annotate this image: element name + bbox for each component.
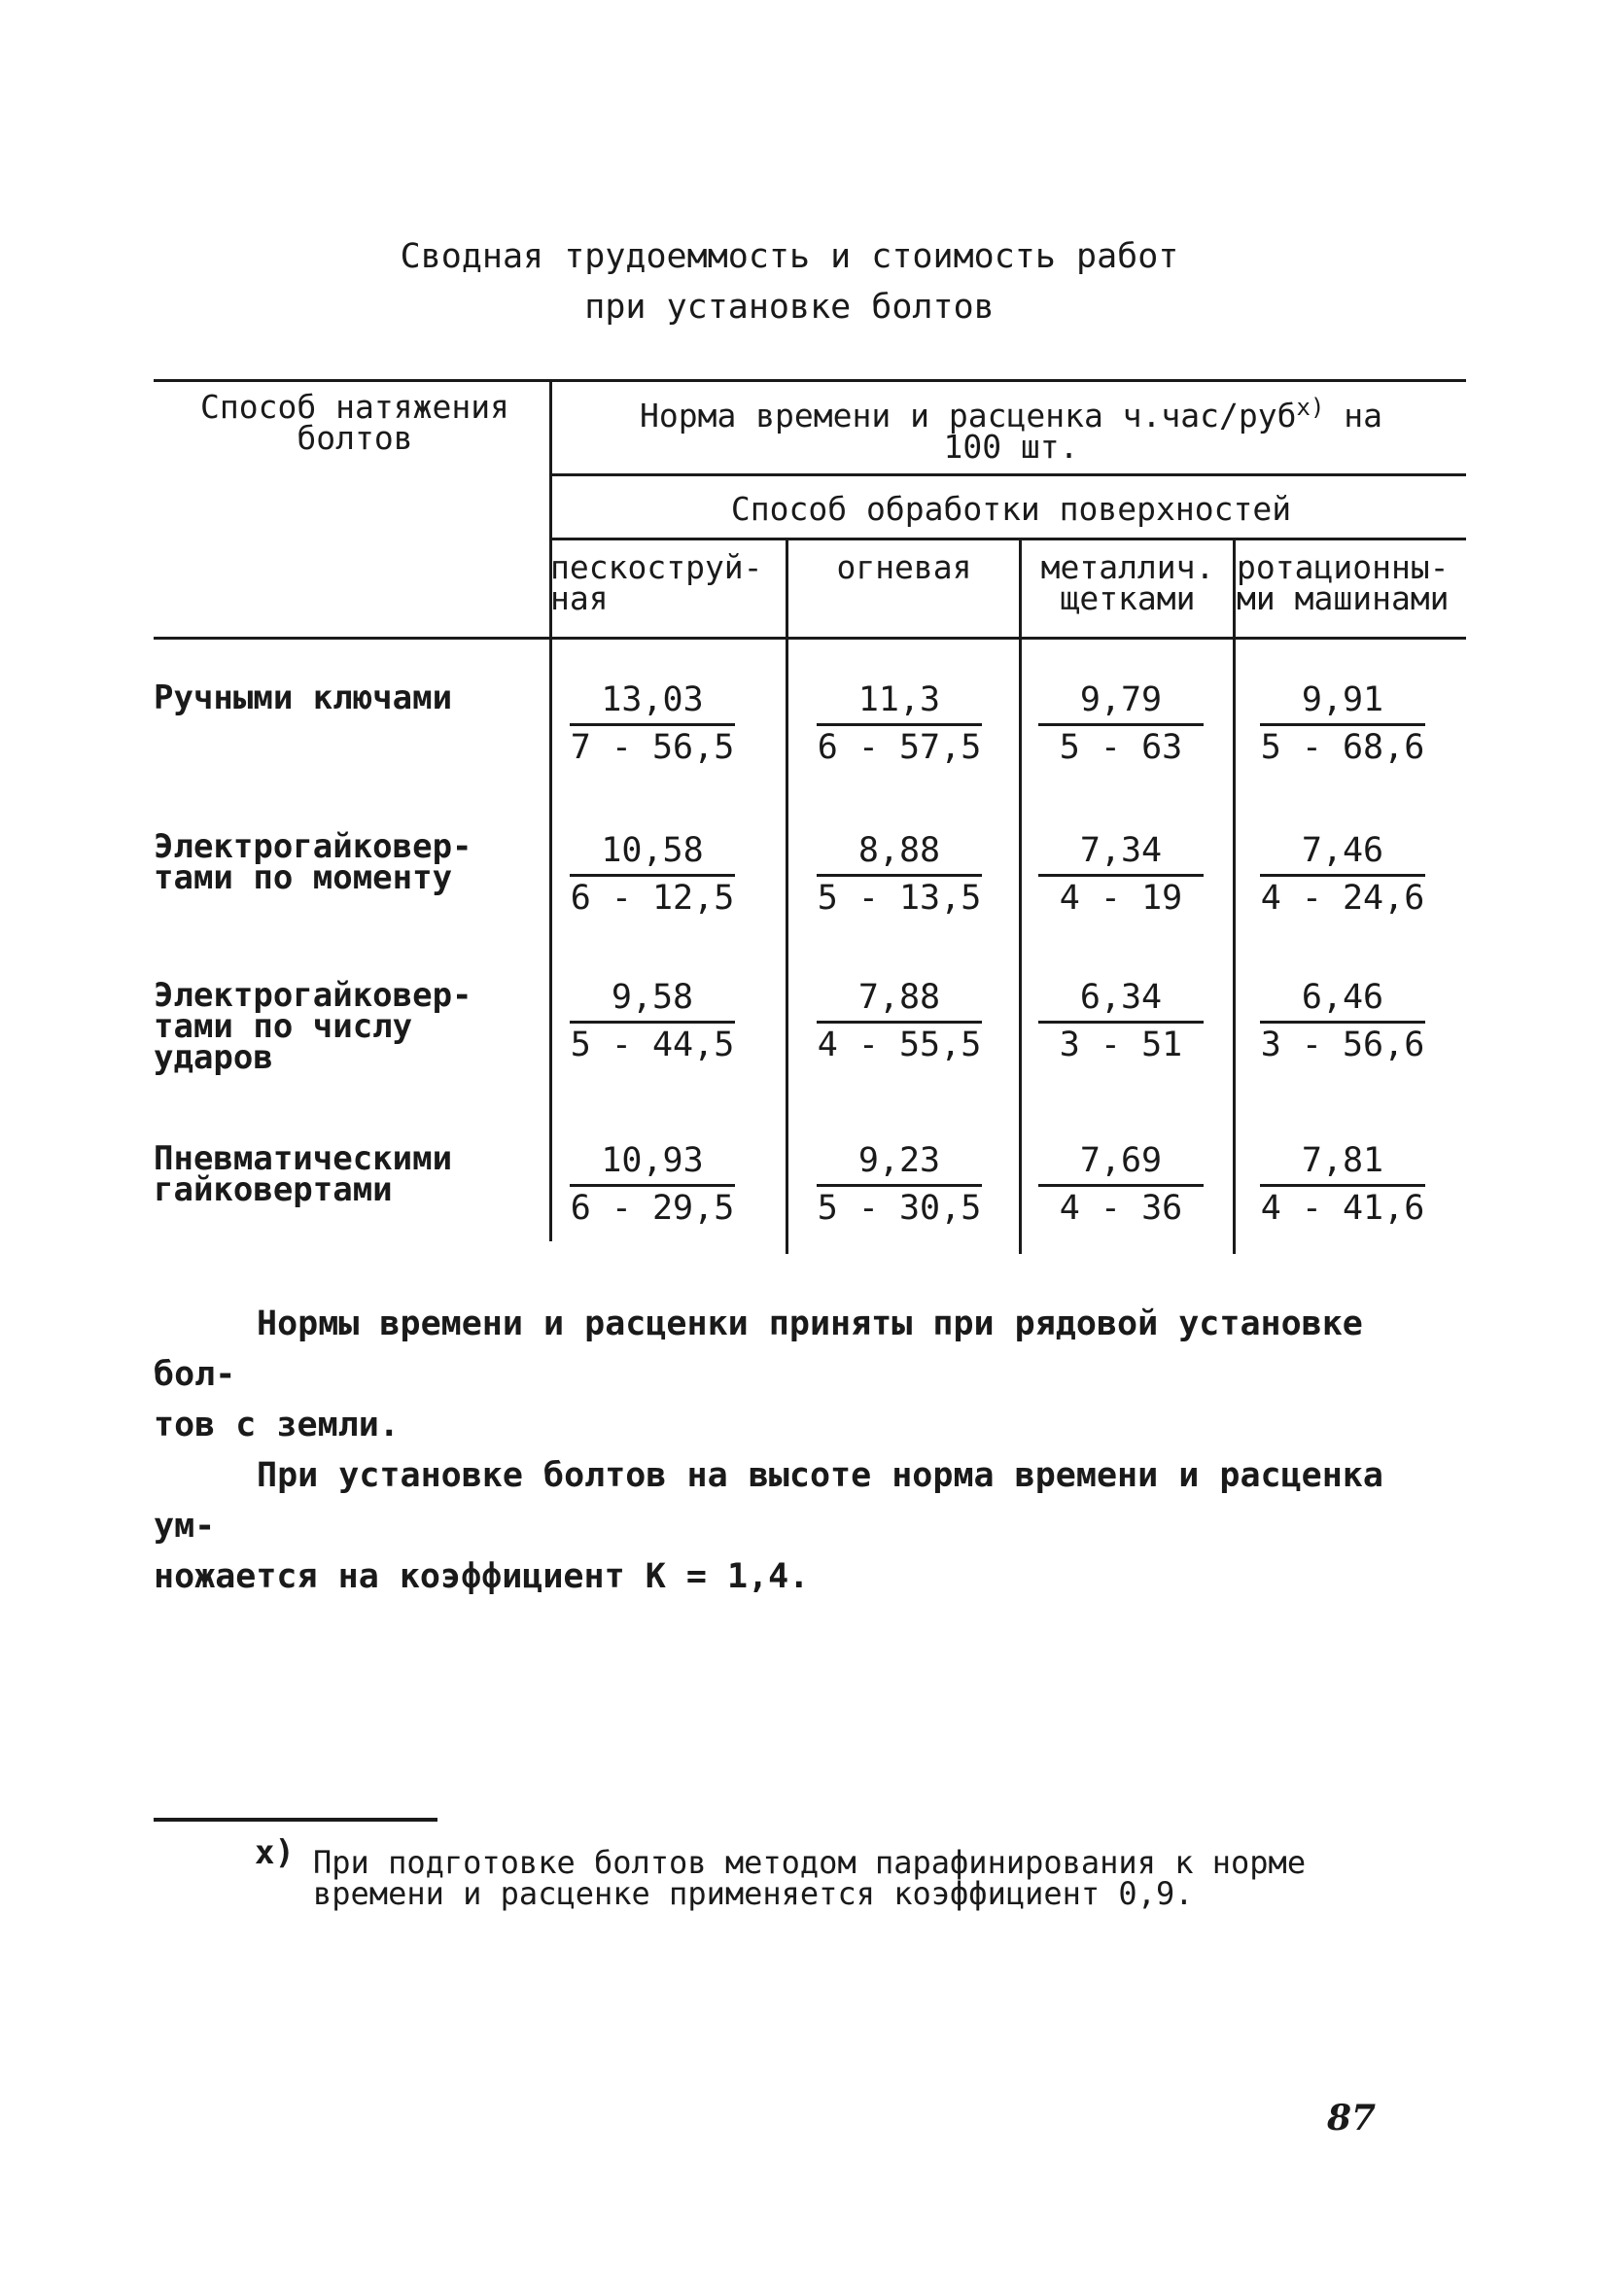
cell-rate: 6 - 57,5 xyxy=(817,728,982,767)
cell-rate: 5 - 63 xyxy=(1059,728,1183,767)
cell-norm: 7,46 xyxy=(1260,831,1425,877)
cell-norm: 7,69 xyxy=(1038,1141,1204,1187)
table-cell xyxy=(817,1141,982,1230)
cell-rate: 5 - 44,5 xyxy=(570,1026,735,1064)
table-divider-col-2 xyxy=(786,539,788,1254)
table-cell xyxy=(817,831,982,920)
footnote-marker: х) xyxy=(255,1833,295,1872)
cell-norm: 13,03 xyxy=(570,680,735,726)
cell-rate: 6 - 29,5 xyxy=(570,1189,735,1228)
cell-norm: 9,23 xyxy=(817,1141,982,1187)
subcol-header-flame xyxy=(789,548,1019,586)
table-cell xyxy=(817,680,982,769)
subcol-header-flame-line-1: огневая xyxy=(836,548,972,586)
table-cell xyxy=(1260,831,1425,920)
row-label-line-2: тами по моменту xyxy=(154,858,453,897)
cell-rate: 4 - 36 xyxy=(1059,1189,1183,1228)
footnote-line-1: При подготовке болтов методом парафинирования к норме xyxy=(313,1844,1307,1881)
cell-norm: 7,34 xyxy=(1038,831,1204,877)
row-label-line-1: Электрогайковер- xyxy=(154,976,472,1015)
norm-header-text: Норма времени и расценка ч.час/руб xyxy=(639,397,1297,435)
note-paragraph-1-line-2: тов с земли. xyxy=(154,1406,400,1444)
cell-rate: 3 - 56,6 xyxy=(1260,1026,1425,1064)
cell-norm: 7,81 xyxy=(1260,1141,1425,1187)
cell-norm: 10,93 xyxy=(570,1141,735,1187)
row-label-electric-impacts xyxy=(154,976,542,1077)
row-label-line-2: тами по числу xyxy=(154,1007,413,1046)
row-label-electric-torque xyxy=(154,827,542,897)
notes xyxy=(154,1299,1456,1602)
table-cell xyxy=(817,978,982,1066)
table-cell xyxy=(1038,680,1204,769)
subcol-header-sandblast-line-1: пескоструй- xyxy=(550,548,763,586)
header-bottom-rule xyxy=(154,637,1466,640)
cell-rate: 4 - 55,5 xyxy=(817,1026,982,1064)
page-number: 87 xyxy=(1327,2098,1377,2139)
table-cell xyxy=(570,680,735,769)
subcol-header-brush-line-2: щетками xyxy=(1060,579,1196,617)
note-paragraph-2-line-1: При установке болтов на высоте норма времени и расценка ум- xyxy=(154,1456,1383,1546)
table-divider-main xyxy=(549,381,552,1241)
note-paragraph-2-line-2: ножается на коэффициент К = 1,4. xyxy=(154,1557,810,1596)
header-sub-rule-1 xyxy=(549,473,1466,476)
footnote-rule xyxy=(154,1818,437,1822)
cell-rate: 6 - 12,5 xyxy=(570,879,735,918)
subcol-header-rotary xyxy=(1237,548,1466,617)
cell-rate: 5 - 30,5 xyxy=(817,1189,982,1228)
norm-header-line-2: 100 шт. xyxy=(943,428,1079,466)
row-label-line-3: ударов xyxy=(154,1038,273,1077)
cell-norm: 9,58 xyxy=(570,978,735,1024)
table-cell xyxy=(1038,978,1204,1066)
row-label-line-1: Пневматическими xyxy=(154,1139,453,1178)
row-label-line-1: Электрогайковер- xyxy=(154,827,472,866)
header-sub-rule-2 xyxy=(549,538,1466,540)
cell-rate: 4 - 24,6 xyxy=(1260,879,1425,918)
table-divider-col-3 xyxy=(1019,539,1022,1254)
cell-norm: 7,88 xyxy=(817,978,982,1024)
table-cell xyxy=(1038,1141,1204,1230)
cell-rate: 3 - 51 xyxy=(1059,1026,1183,1064)
method-header-line-2: болтов xyxy=(297,419,413,457)
processing-header: Способ обработки поверхностей xyxy=(730,490,1292,528)
table-top-rule xyxy=(154,379,1466,382)
cell-norm: 9,91 xyxy=(1260,680,1425,726)
subcol-header-rotary-line-2: ми машинами xyxy=(1237,579,1450,617)
row-label-line-1: Ручными ключами xyxy=(154,678,453,717)
note-paragraph-1-line-1: Нормы времени и расценки приняты при рядовой установке бол- xyxy=(154,1305,1363,1394)
norm-header-tail: на xyxy=(1324,397,1383,435)
table-cell xyxy=(570,1141,735,1230)
subcol-header-sandblast xyxy=(550,548,784,617)
footnote-text xyxy=(313,1844,1460,1912)
cell-rate: 5 - 68,6 xyxy=(1260,728,1425,767)
footnote-line-2: времени и расценке применяется коэффициент 0,9. xyxy=(313,1875,1194,1912)
method-header-line-1: Способ натяжения xyxy=(200,388,509,426)
table-cell xyxy=(570,978,735,1066)
subcol-header-brush-line-1: металлич. xyxy=(1040,548,1215,586)
cell-norm: 8,88 xyxy=(817,831,982,877)
row-label-pneumatic xyxy=(154,1139,542,1209)
document-title xyxy=(0,231,1608,332)
subcol-header-sandblast-line-2: ная xyxy=(550,579,609,617)
norm-header xyxy=(564,392,1458,466)
table-cell xyxy=(1038,831,1204,920)
norm-header-line-1 xyxy=(564,392,1458,435)
subcol-header-brush xyxy=(1023,548,1233,617)
method-header xyxy=(175,388,535,457)
row-label-manual-wrenches xyxy=(154,678,542,717)
row-label-line-2: гайковертами xyxy=(154,1170,393,1209)
cell-norm: 9,79 xyxy=(1038,680,1204,726)
cell-rate: 5 - 13,5 xyxy=(817,879,982,918)
title-line-2: при установке болтов xyxy=(584,288,995,327)
cell-rate: 7 - 56,5 xyxy=(570,728,735,767)
cell-norm: 6,34 xyxy=(1038,978,1204,1024)
cell-norm: 10,58 xyxy=(570,831,735,877)
subcol-header-rotary-line-1: ротационны- xyxy=(1237,548,1450,586)
cell-rate: 4 - 41,6 xyxy=(1260,1189,1425,1228)
table-cell xyxy=(1260,680,1425,769)
cell-norm: 11,3 xyxy=(817,680,982,726)
cell-rate: 4 - 19 xyxy=(1059,879,1183,918)
cell-norm: 6,46 xyxy=(1260,978,1425,1024)
title-line-1: Сводная трудоеммость и стоимость работ xyxy=(400,237,1179,276)
table-divider-col-4 xyxy=(1233,539,1236,1254)
table-cell xyxy=(570,831,735,920)
table-cell xyxy=(1260,1141,1425,1230)
table-cell xyxy=(1260,978,1425,1066)
norm-header-footnote-mark: х) xyxy=(1296,394,1325,421)
